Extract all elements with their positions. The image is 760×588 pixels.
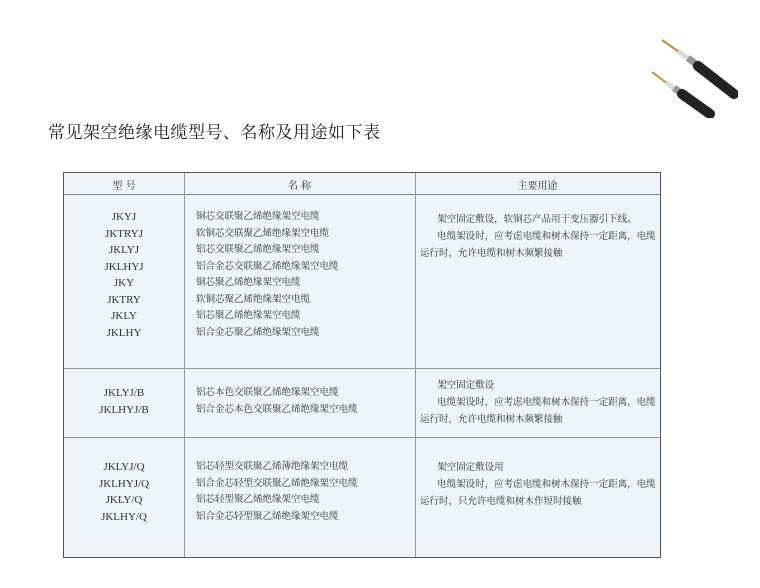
cable-name: 软铜芯聚乙烯绝缘架空电缆	[196, 293, 311, 305]
model-code: JKTRY	[107, 293, 141, 306]
use-text: 架空固定敷设	[437, 380, 495, 391]
cable-name: 铝芯轻型交联聚乙烯薄绝缘架空电缆	[196, 461, 349, 472]
model-code: JKLYJ	[108, 244, 140, 256]
cable-name: 铜芯交联聚乙烯绝缘架空电缆	[196, 211, 320, 222]
divider	[184, 173, 185, 557]
model-code: JKLHYJ/Q	[98, 477, 150, 490]
model-code: JKLHY/Q	[101, 510, 147, 523]
model-code: JKLY/Q	[105, 494, 143, 506]
page-title: 常见架空绝缘电缆型号、名称及用途如下表	[48, 123, 381, 143]
cable-name: 铝合金芯本色交联聚乙烯绝缘架空电缆	[196, 403, 358, 415]
cable-table	[63, 172, 661, 558]
model-code: JKLHYJ	[104, 260, 144, 273]
cable-image	[648, 32, 738, 118]
cable-name: 铝芯轻型聚乙烯绝缘架空电缆	[196, 494, 320, 505]
model-code: JKLY	[111, 310, 137, 322]
cable-name: 铝合金芯交联聚乙烯绝缘架空电缆	[196, 260, 339, 272]
table-header	[64, 173, 660, 195]
cable-name: 铝芯交联聚乙烯绝缘架空电缆	[196, 244, 320, 255]
cable-name: 软铜芯交联聚乙烯绝缘架空电缆	[196, 227, 330, 239]
cable-name: 铝合金芯轻型交联聚乙烯绝缘架空电缆	[196, 477, 358, 489]
model-code: JKYJ	[111, 211, 137, 223]
model-code: JKLYJ/B	[103, 387, 145, 399]
model-code: JKLHYJ/B	[99, 403, 149, 416]
model-code: JKTRYJ	[105, 227, 143, 240]
divider	[64, 437, 660, 438]
cable-name: 铝合金芯轻型聚乙烯绝缘架空电缆	[196, 510, 339, 522]
model-code: JKLHY	[106, 326, 142, 339]
header-model: 型 号	[112, 181, 136, 192]
cable-name: 铝合金芯聚乙烯绝缘架空电缆	[196, 326, 320, 338]
header-use: 主要用途	[517, 181, 558, 192]
cable-name: 铝芯本色交联聚乙烯绝缘架空电缆	[196, 387, 339, 398]
cable-name: 铝芯聚乙烯绝缘架空电缆	[196, 310, 301, 321]
cable-name: 铜芯聚乙烯绝缘架空电缆	[196, 277, 301, 288]
use-text: 电缆架设时，应考虑电缆和树木保持一定距离，电缆运行时，允许电缆和树木频繁接触	[420, 231, 656, 259]
use-text: 电缆架设时，应考虑电缆和树木保持一定距离，电缆运行时，允许电缆和树木频繁接触	[420, 397, 656, 425]
use-text: 电缆架设时，应考虑电缆和树木保持一定距离，电缆运行时，只允许电缆和树木作短时接触	[420, 479, 656, 507]
use-text: 架空固定敷设，软铜芯产品用于变压器引下线。	[437, 214, 637, 225]
model-code: JKY	[113, 277, 135, 289]
model-code: JKLYJ/Q	[103, 461, 145, 473]
divider	[64, 368, 660, 369]
header-name: 名 称	[287, 181, 312, 192]
use-text: 架空固定敷设用	[437, 462, 504, 473]
